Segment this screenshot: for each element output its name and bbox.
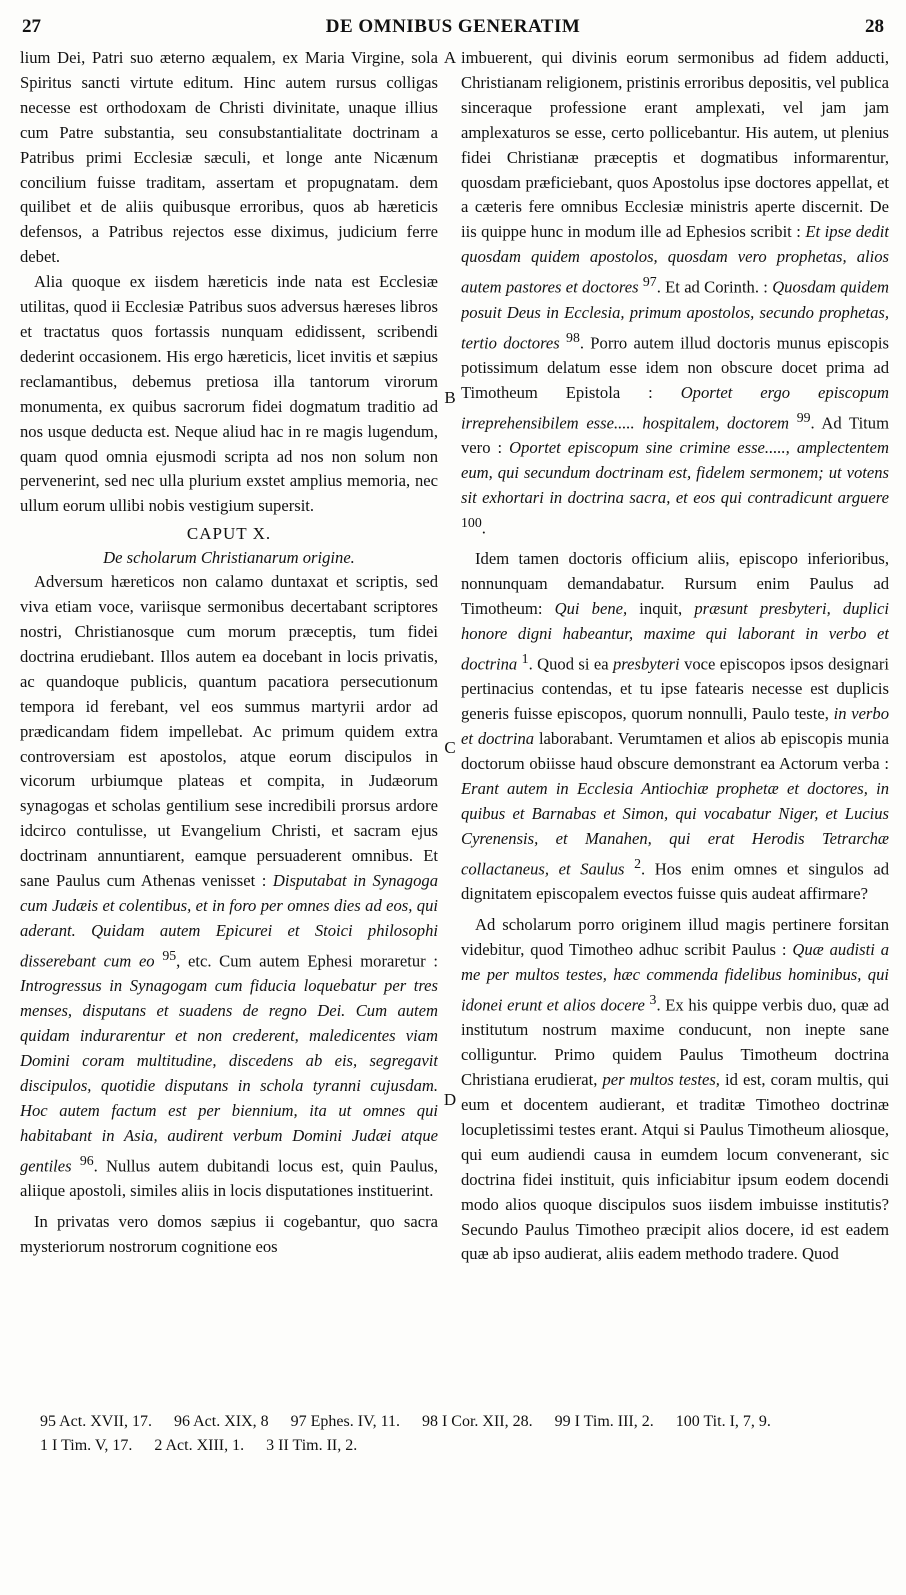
quotation: Introgressus in Synagogam cum fiducia loquebatur per tres menses, disputans et suadens de regno Dei. Cum autem quidam indurarentur et non crederent, maledicentes viam Domini coram multitudine, discedens ab eis, segregavit discipulos, quotidie disputans in schola tyranni cujusdam. Hoc autem factum est per biennium, ita ut omnes qui habitabant in Asia, audirent verbum Domini Judæi atque gentiles xyxy=(20,976,438,1176)
paragraph: lium Dei, Patri suo æterno æqualem, ex Maria Virgine, sola Spiritus sancti virtute editum. Hinc autem rursus colligas necesse est orthodoxam de Christi divinitate, unaque illius cum Patre substantia, seu consubstantialitate doctrinam a Patribus primi Ecclesiæ sæculi, et longe ante Nicænum concilium fuisse traditam, assertam et propugnatam. dem quilibet et de aliis quibusque erroribus, quos ab hæreticis defensos, a Patribus rejectos esse diximus, judicium ferre debet. xyxy=(20,48,438,267)
footnotes xyxy=(40,1410,876,1458)
margin-marker-b: B xyxy=(444,388,456,407)
quotation: Qui bene, xyxy=(554,599,628,619)
footnote-ref: 97 xyxy=(642,274,657,290)
quotation: Erant autem in Ecclesia Antiochiæ prophetæ et doctores, in quibus et Barnabas et Simon, qui vocabatur Niger, et Lucius Cyrenensis, et Manahen, qui erat Herodis Tetrarchæ collactaneus, et Saulus xyxy=(461,779,889,879)
text-run: Idem tamen doctoris officium aliis, episcopo inferioribus, nonnunquam demandabatur. Rursum enim Paulus ad Timotheum: xyxy=(461,549,889,619)
text-run: id est, coram multis, qui eum et docentem audierant, et traditæ Timotheo doctrinæ locupletissimi testes erant. Atqui si Paulus Timotheum aliosque, qui eum audiendi causa in eumdem locum convenerant, sic doctrina fidei instituit, quis inficiabitur ipsum eodem docendi modo alios quoque discipulos suos iisdem imbuisse institutis? Secundo Paulus Timotheo præcipit alios docere, id est eadem quæ ab ipso audierat, aliis eadem methodo tradere. Quod xyxy=(461,1070,889,1264)
text-run: imbuerent, qui divinis eorum sermonibus ad fidem adducti, Christianam religionem, pristinis erroribus depositis, vel publica sinceraque professione erant amplexati, vel jam jam amplexaturos se esse, certo pollicebantur. His autem, ut plenius fidei Christianæ præceptis et dogmatibus informarentur, quosdam præficiebant, quos Apostolus ipse doctores appellat, et a cæteris fere omnibus Ecclesiæ ministris aperte discernit. De iis quippe hunc in modum ille ad Ephesios scribit : xyxy=(461,48,889,242)
footnote: 98 I Cor. XII, 28. xyxy=(421,1413,533,1430)
footnote: 96 Act. XIX, 8 xyxy=(173,1413,269,1430)
footnote: 97 Ephes. IV, 11. xyxy=(290,1413,400,1430)
paragraph: In privatas vero domos sæpius ii cogebantur, quo sacra mysteriorum nostrorum cognitione eos xyxy=(20,1211,438,1256)
text-run: . Hos enim omnes et singulos ad dignitatem episcopalem evectos fuisse quis audeat affirmare? xyxy=(461,859,889,904)
quotation: Quæ audisti a me per multos testes, hæc commenda fidelibus hominibus, qui idonei erunt et alios docere xyxy=(461,940,889,1015)
quotation: præsunt presbyteri, duplici honore digni habeantur, maxime qui laborant in verbo et doctrina xyxy=(461,599,889,674)
margin-marker-c: C xyxy=(444,738,456,757)
text-run: Ad scholarum porro originem illud magis pertinere forsitan videbitur, quod Timotheo adhuc scribit Paulus : xyxy=(461,915,889,959)
chapter-title: De scholarum Christianarum origine. xyxy=(103,548,355,568)
page-number-right: 28 xyxy=(865,16,884,37)
quotation: Quosdam quidem posuit Deus in Ecclesia, primum apostolos, secundo prophetas, tertio doctores xyxy=(461,277,889,353)
footnote-ref: 2 xyxy=(634,855,641,871)
footnote-ref: 3 xyxy=(649,991,657,1007)
page-number-left: 27 xyxy=(22,16,41,37)
quotation: per multos testes, xyxy=(602,1070,720,1090)
text-run: . Ad Titum vero : xyxy=(461,413,889,458)
footnote-ref: 1 xyxy=(521,650,529,666)
footnote: 1 I Tim. V, 17. xyxy=(40,1437,133,1454)
footnote: 2 Act. XIII, 1. xyxy=(154,1437,245,1454)
footnote-ref: 100 xyxy=(461,514,482,530)
quotation: Oportet episcopum sine crimine esse....., amplectentem eum, qui secundum doctrinam est, fidelem sermonem; ut votens sit exhortari in doctrina sacra, et eos qui contradicunt arguere xyxy=(461,438,889,507)
footnote: 100 Tit. I, 7, 9. xyxy=(675,1413,771,1430)
footnote: 3 II Tim. II, 2. xyxy=(266,1437,358,1454)
footnote: 99 I Tim. III, 2. xyxy=(554,1413,654,1430)
text-run: . Nullus autem dubitandi locus est, quin Paulus, aliique apostoli, similes aliis in locis disputationes instituerint. xyxy=(20,1156,438,1201)
text-run: . Et ad Corinth. : xyxy=(656,277,768,297)
footnote-ref: 99 xyxy=(796,409,811,425)
paragraph: Alia quoque ex iisdem hæreticis inde nata est Ecclesiæ utilitas, quod ii Ecclesiæ Patribus suos adversus hæreses libros et tractatus quos fortassis nunquam edidissent, scribendi dederint occasionem. His ergo hæreticis, licet invitis et sæpius reclamantibus, debemus pretiosa illa tantorum virorum monumenta, ex quibus sacrorum fidei dogmatum traditio ad nos usque deducta est. Neque aliud hac in re magis lugendum, quam quod omnia ejusmodi scripta ad nos non solum non pervenerint, sed nec ulla plurium exstet amplius memoria, nec ullum eorum ullibi nobis vestigium supersit. xyxy=(20,272,438,516)
quotation: Oportet ergo episcopum irreprehensibilem esse..... hospitalem, doctorem xyxy=(461,382,889,433)
text-run: . Quod si ea xyxy=(528,654,609,674)
right-column xyxy=(461,46,889,1391)
text-run: . Ex his quippe verbis duo, quæ ad institutum nostrum maxime conducunt, non inepte sane colliguntur. Primo quidem Paulus Timotheum doctrina Christiana erudierat, xyxy=(461,995,889,1090)
margin-marker-a: A xyxy=(443,48,457,67)
footnote-ref: 96 xyxy=(79,1152,94,1168)
quotation: Et ipse dedit quosdam quidem apostolos, quosdam vero prophetas, alios autem pastores et doctores xyxy=(461,222,889,297)
footnote-ref: 98 xyxy=(566,329,580,345)
running-header xyxy=(22,16,884,42)
text-run: inquit, xyxy=(627,599,695,619)
paragraph xyxy=(461,913,889,1267)
footnote-ref: 95 xyxy=(162,947,177,963)
chapter-heading: CAPUT X. xyxy=(186,524,272,544)
quotation: Disputabat in Synagoga cum Judæis et colentibus, et in foro per omnes dies ad eos, qui aderant. Quidam autem Epicurei et Stoici philosophi disserebant cum eo xyxy=(20,871,438,971)
margin-marker-d: D xyxy=(443,1090,457,1109)
paragraph xyxy=(20,570,438,1204)
text-run: voce episcopos ipsos designari pertinacius contendas, et tu ipse fatearis necesse est duplicis generis fuisse episcopos, quorum nonnulli, Paulo teste, xyxy=(461,654,889,724)
paragraph xyxy=(461,547,889,907)
text-run: . Porro autem illud doctoris munus episcopis potissimum delatum esse idem non obscure docet prima ad Timotheum Epistola : xyxy=(461,333,889,402)
quotation: presbyteri xyxy=(613,654,680,674)
text-run: Adversum hæreticos non calamo duntaxat et scriptis, sed viva etiam voce, variisque sermonibus decertabant scriptores nostri, Christianosque cum morum præceptis, tum fidei doctrina erudiebant. Illos autem ea docebant in locis privatis, ac quandoque publicis, quantum pacatiora persecutionum tempora id ferebant, vel eos summus martyrii ardor ad prædicandam fidem impellebat. Ac primum quidem extra controversiam est apostolos, atque eorum discipulos in vicorum urbiumque plateas et compita, in Judæorum synagogas et scholas gentilium sese incredibili prorsus ardore idcirco contulisse, ut Evangelium Christi, et sacram ejus doctrinam annuntiarent, eamque persuaderent omnibus. Et sane Paulus cum Athenas venisset : xyxy=(20,572,438,891)
left-column xyxy=(20,46,438,1391)
footnote: 95 Act. XVII, 17. xyxy=(40,1413,152,1430)
text-run: . xyxy=(481,518,486,538)
text-run: laborabant. Verumtamen et alios ab episcopis munia doctorum obiisse haud obscure demonstrant ea Actorum verba : xyxy=(461,729,889,774)
quotation: in verbo et doctrina xyxy=(461,704,889,749)
text-run: , etc. Cum autem Ephesi moraretur : xyxy=(176,951,438,971)
running-title: DE OMNIBUS GENERATIM xyxy=(325,16,581,37)
paragraph xyxy=(461,46,889,541)
